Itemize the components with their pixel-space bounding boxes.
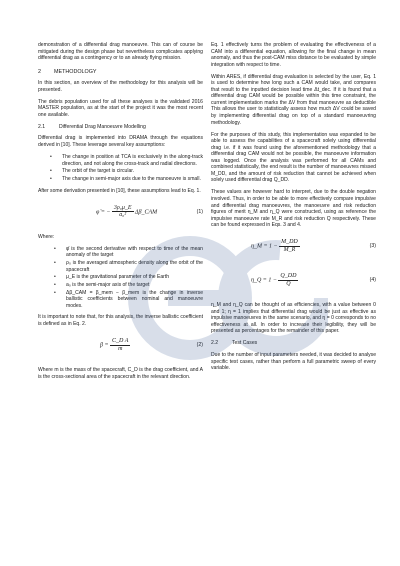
paragraph-5: η_M and η_Q can be thought of as efficiencies, with a value between 0 and 1; η = 1 implies that differential drag would be just as effective as impulsive manoeuvres in the same scenario, and η = 0 corresponds to no effectiveness at all. In order to increase their legibility, they will be presented as percentages for the remainder of this paper. xyxy=(211,302,376,335)
subsection-heading xyxy=(211,340,376,347)
list-item: • The change in semi-major axis due to the manoeuvre is small. xyxy=(50,176,201,183)
right-column xyxy=(211,42,376,377)
eq1-numerator: 3ρ₀μ_E xyxy=(113,204,132,211)
eq3-fraction xyxy=(279,239,300,253)
paragraph-4: These values are however hard to interpret, due to the double negation involved. Thus, in order to be able to more effectively compare impulsive and differential drag manoeuvres, the manoeuvre and risk reduction figures of merit η_M and η_Q were constructed, using as reference the impulsive manoeuvre rate M_R and risk reduction Q respectively. These can be found expressed in Eqs. 3 and 4. xyxy=(211,189,376,229)
subsection-title: Test Cases xyxy=(232,340,258,347)
eq2-denominator: m xyxy=(118,345,123,352)
final-paragraph: Where m is the mass of the spacecraft, C_D is the drag coefficient, and A is the cross-sectional area of the spacecraft in the relevant direction. xyxy=(38,366,203,380)
derivation-paragraph: After some derivation presented in [10], these assumptions lead to Eq. 1. xyxy=(38,187,201,194)
list-item: • μ_E is the gravitational parameter of the Earth xyxy=(54,274,170,281)
bullet-icon: • xyxy=(54,282,56,289)
eq2-lhs: β = xyxy=(100,342,109,349)
eq1-rhs: Δβ_CAM xyxy=(134,209,158,216)
ballistic-paragraph: It is important to note that, for this analysis, the inverse ballistic coefficient is defined as in Eq. 2. xyxy=(38,314,203,327)
paragraph-3: For the purposes of this study, this implementation was expanded to be able to assess the capabilities of a spacecraft solely using differential drag i.e. if it was found using the aforementioned methodology that a differential drag CAM would not be possible, the manoeuvre information was logged. Once the analysis was performed for all CAMs and combined statistically, the end result is the number of manoeuvres missed M_DD, and the amount of risk reduction that cannot be achieved when solely used differential drag Q_DD. xyxy=(211,131,376,184)
eq4-lhs: η_Q = 1 − xyxy=(251,277,277,284)
equation-3 xyxy=(211,234,376,260)
eq2-number: (2) xyxy=(196,341,203,348)
equation-4 xyxy=(211,268,376,294)
equation-1 xyxy=(38,200,203,226)
eq4-number: (4) xyxy=(369,277,376,284)
list-item: • Δβ_CAM = β_mem − β_mem is the change in inverse ballistic coefficients between nominal and manoeuvre modes. xyxy=(54,289,203,309)
eq3-lhs: η_M = 1 − xyxy=(251,243,278,250)
list-item: • ρ₀ is the averaged atmospheric density along the orbit of the spacecraft xyxy=(54,260,203,273)
section-paragraph-2: The debris population used for all these analyses is the validated 2016 MASTER population, as at the start of the project it was the most recent one available. xyxy=(38,98,203,118)
assumptions-list xyxy=(38,154,203,183)
eq3-denominator: M_R xyxy=(283,246,296,253)
subsection-number: 2.2 xyxy=(211,340,219,347)
section-paragraph-1: In this section, an overview of the methodology for this analysis will be presented. xyxy=(38,80,203,93)
subsection-title: Differential Drag Manoeuvre Modelling xyxy=(59,123,146,130)
where-label: Where: xyxy=(38,233,55,240)
bullet-icon: • xyxy=(54,260,56,266)
bullet-icon: • xyxy=(50,176,52,183)
subsection-paragraph: Differential drag is implemented into DRAMA through the equations derived in [10]. These leverage several key assumptions: xyxy=(38,135,203,149)
eq4-numerator: Q_DD xyxy=(280,273,297,280)
bullet-icon: • xyxy=(54,289,56,296)
list-item: • φ̈ is the second derivative with respect to time of the mean anomaly of the target xyxy=(54,245,203,259)
eq3-numerator: M_DD xyxy=(281,239,298,246)
paragraph-1: Eq. 1 effectively turns the problem of evaluating the effectiveness of a CAM into a differential equation, allowing for the final change in mean anomaly, and thus the post-CAM miss distance to be evaluated by simple integration with respect to time. xyxy=(211,42,376,68)
eq4-fraction xyxy=(278,273,298,287)
eq3-number: (3) xyxy=(369,243,376,250)
eq1-denominator: a₀² xyxy=(119,212,127,219)
bullet-icon: • xyxy=(54,245,56,252)
eq1-lhs: φ̈ = − xyxy=(96,209,111,216)
list-item: • The orbit of the target is circular. xyxy=(50,168,135,175)
bullet-icon: • xyxy=(50,154,52,161)
left-column xyxy=(38,42,203,386)
eq2-fraction xyxy=(110,338,130,352)
intro-paragraph: demonstration of a differential drag manoeuvre. This can of course be mitigated during the design phase but nevertheless complicates applying differential drag as a contingency or to an already flying mission. xyxy=(38,42,203,62)
paragraph-2: Within ARES, if differential drag evaluation is selected by the user, Eq. 1 is used to determine how long such a CAM would take, and compares that result to the inputted decision lead time Δt_dec. If it is found that a differential drag CAM would be possible within this time constraint, the current implementation marks the ΔV from that manoeuvre as deductible This allows the user to statistically assess how much ΔV could be saved by implementing differential drag on top of a standard manoeuvring methodology. xyxy=(211,73,376,126)
section-heading xyxy=(38,69,203,76)
bullet-icon: • xyxy=(54,274,56,281)
subsection-heading xyxy=(38,124,203,131)
list-item: • a₀ is the semi-major axis of the target xyxy=(54,282,150,289)
eq4-denominator: Q xyxy=(286,280,291,287)
bullet-icon: • xyxy=(50,168,52,175)
section-number: 2 xyxy=(38,68,41,75)
section-title: METHODOLOGY xyxy=(54,68,97,75)
eq2-numerator: C_D A xyxy=(112,337,129,344)
eq1-number: (1) xyxy=(196,208,203,215)
list-item: • The change in position at TCA is exclusively in the along-track direction, and not along the cross-track and radial directions. xyxy=(50,154,203,167)
where-list xyxy=(38,246,203,310)
equation-2 xyxy=(38,333,203,359)
paragraph-6: Due to the number of input parameters needed, it was decided to analyse specific test cases, rather than perform a full parametric sweep of every variable. xyxy=(211,352,376,372)
eq1-fraction xyxy=(112,205,134,219)
subsection-number: 2.1 xyxy=(38,123,46,130)
